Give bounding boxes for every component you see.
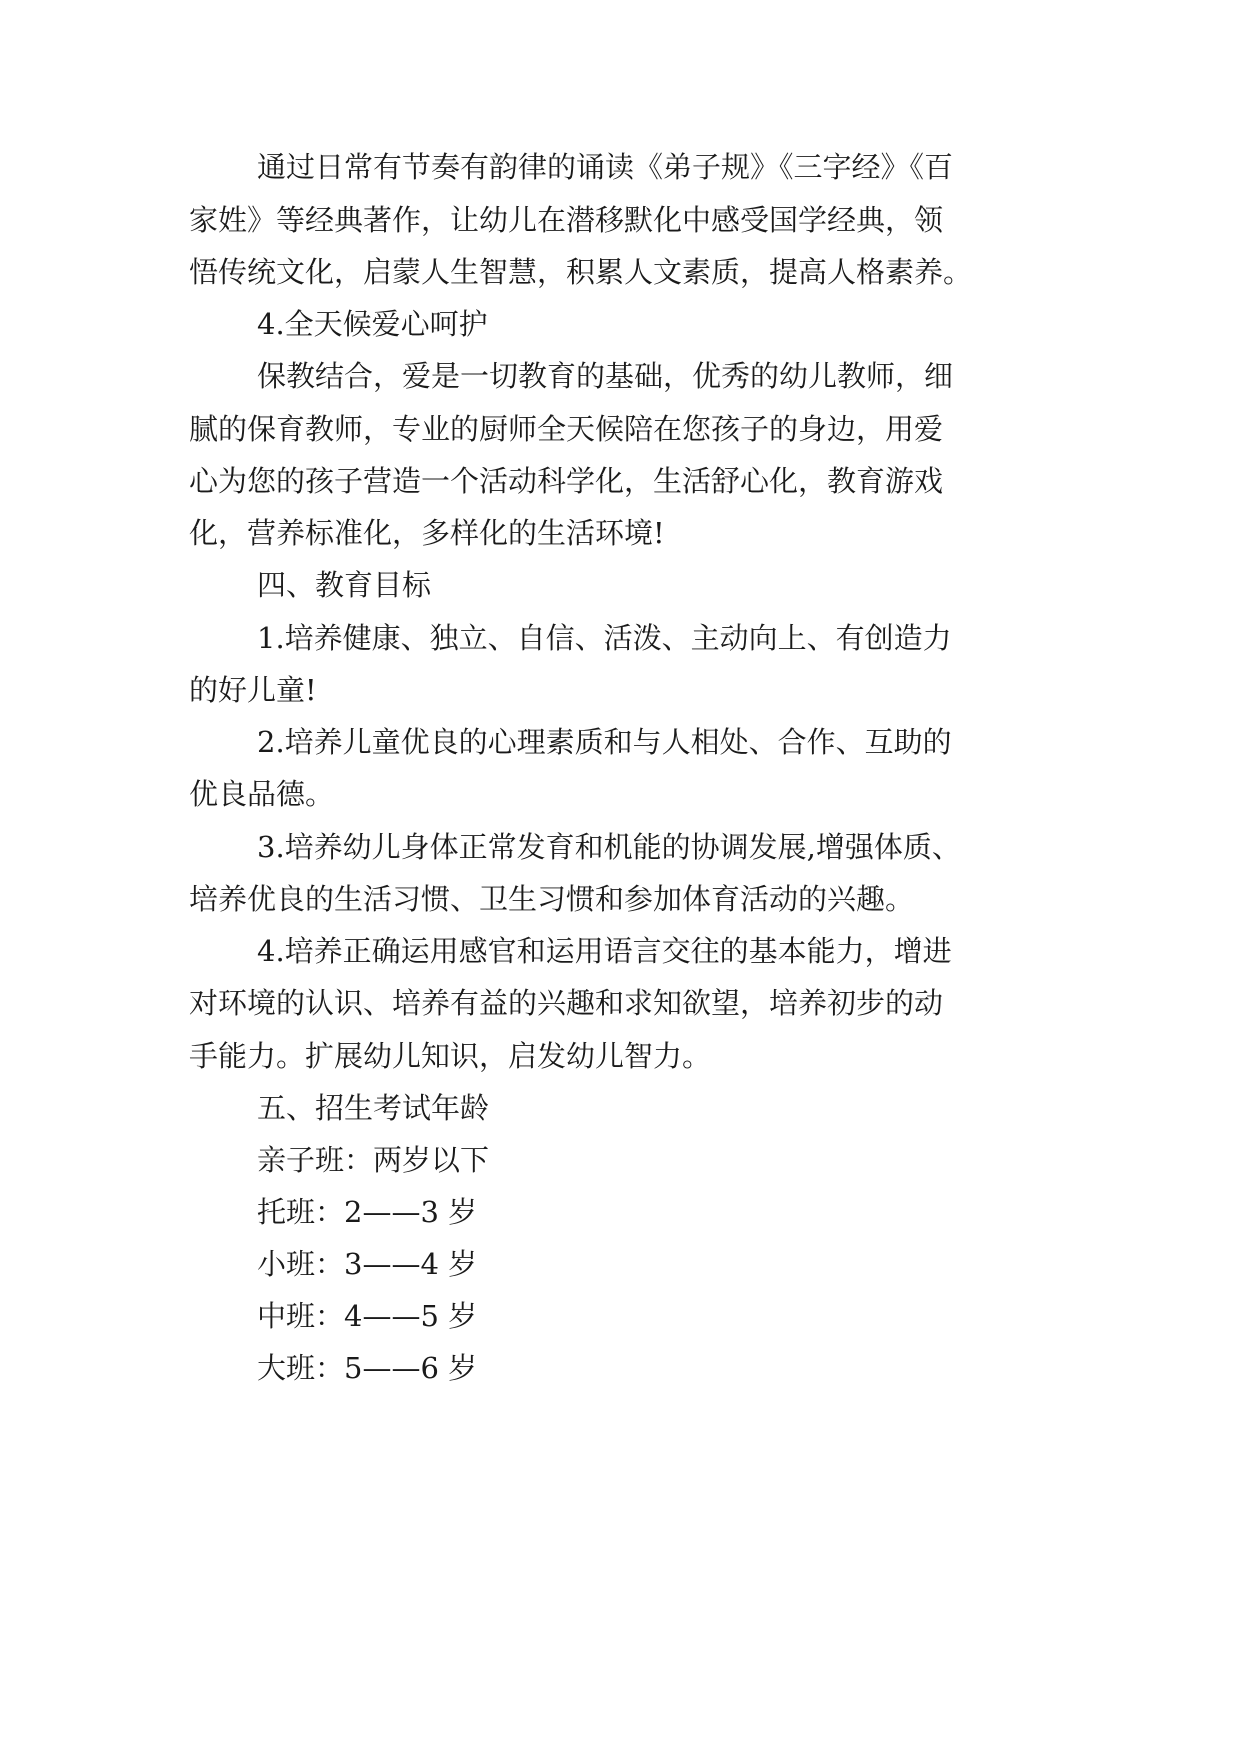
list-item-line: 培养优良的生活习惯、卫生习惯和参加体育活动的兴趣。	[189, 882, 915, 916]
age-group-line: 中班：4——5 岁	[257, 1299, 478, 1333]
paragraph-line: 家姓》等经典著作，让幼儿在潜移默化中感受国学经典，领	[189, 203, 944, 237]
paragraph-line: 通过日常有节奏有韵律的诵读《弟子规》《三字经》《百	[257, 150, 954, 184]
list-item-line: 1.培养健康、独立、自信、活泼、主动向上、有创造力	[257, 621, 952, 655]
list-item-line: 对环境的认识、培养有益的兴趣和求知欲望，培养初步的动	[189, 986, 944, 1020]
list-item-line: 2.培养儿童优良的心理素质和与人相处、合作、互助的	[257, 725, 952, 759]
section-heading: 四、教育目标	[257, 568, 432, 602]
age-group-line: 小班：3——4 岁	[257, 1247, 478, 1281]
paragraph-line: 化，营养标准化，多样化的生活环境!	[189, 516, 665, 550]
paragraph-line: 保教结合，爱是一切教育的基础，优秀的幼儿教师，细	[257, 359, 954, 393]
list-item-line: 的好儿童!	[189, 673, 317, 707]
list-item-line: 3.培养幼儿身体正常发育和机能的协调发展,增强体质、	[257, 830, 961, 864]
list-item-line: 手能力。扩展幼儿知识，启发幼儿智力。	[189, 1039, 712, 1073]
age-group-line: 大班：5——6 岁	[257, 1351, 478, 1385]
age-group-line: 托班：2——3 岁	[257, 1195, 478, 1229]
paragraph-line: 心为您的孩子营造一个活动科学化，生活舒心化，教育游戏	[189, 464, 944, 498]
paragraph-line: 腻的保育教师，专业的厨师全天候陪在您孩子的身边，用爱	[189, 412, 944, 446]
list-item-line: 4.培养正确运用感官和运用语言交往的基本能力，增进	[257, 934, 952, 968]
paragraph-line: 悟传统文化，启蒙人生智慧，积累人文素质，提高人格素养。	[189, 255, 973, 289]
section-heading: 五、招生考试年龄	[257, 1091, 490, 1125]
list-item-line: 优良品德。	[189, 777, 335, 811]
age-group-line: 亲子班：两岁以下	[257, 1143, 490, 1177]
section-heading: 4.全天候爱心呵护	[257, 307, 488, 341]
